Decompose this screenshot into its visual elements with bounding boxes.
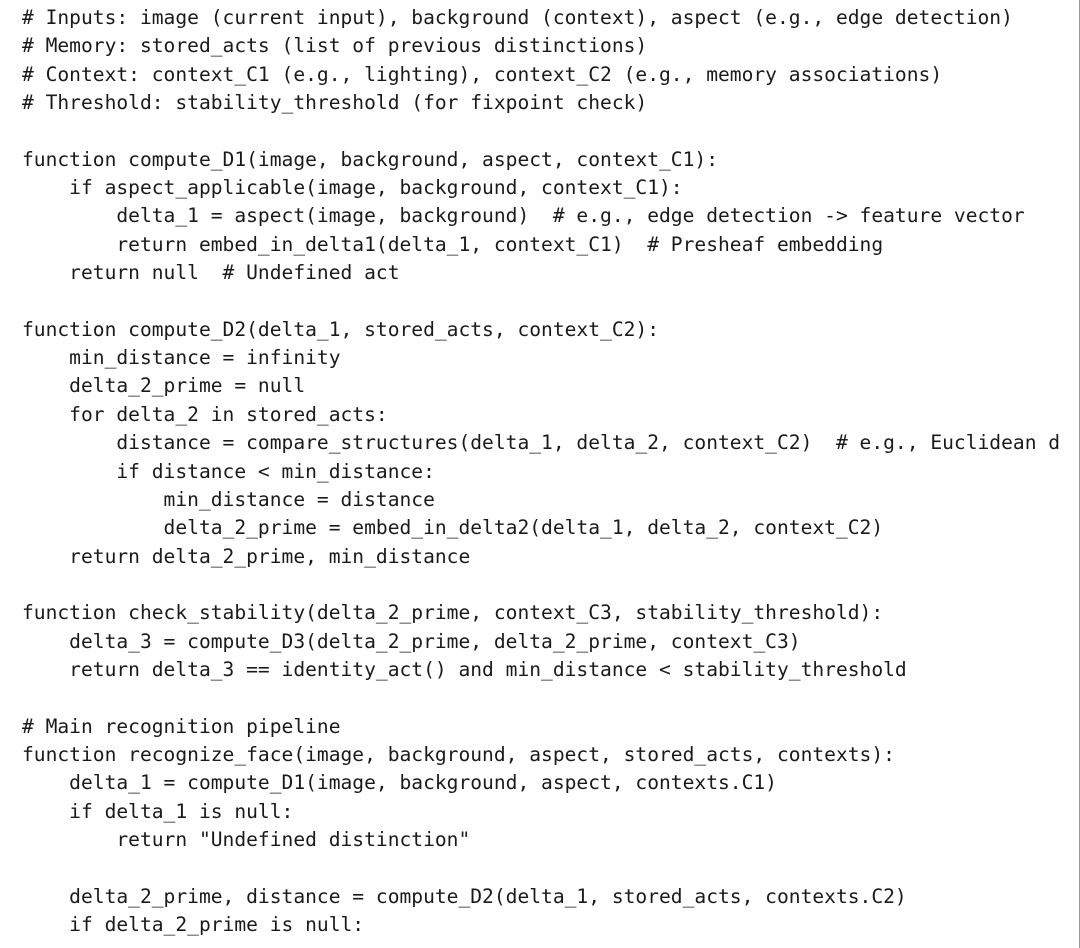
code-line-5 xyxy=(22,117,1060,145)
code-line-4: # Threshold: stability_threshold (for fixpoint check) xyxy=(22,91,648,115)
code-line-7: if aspect_applicable(image, background, context_C1): xyxy=(22,176,683,200)
code-line-17: if distance < min_distance: xyxy=(22,459,435,483)
code-line-16: distance = compare_structures(delta_1, delta_2, context_C2) # e.g., Euclidean d xyxy=(22,431,1061,455)
code-line-10: return null # Undefined act xyxy=(22,261,400,285)
code-line-14: delta_2_prime = null xyxy=(22,374,306,398)
code-line-2: # Memory: stored_acts (list of previous distinctions) xyxy=(22,34,648,58)
code-line-19: delta_2_prime = embed_in_delta2(delta_1, delta_2, context_C2) xyxy=(22,516,884,540)
code-line-3: # Context: context_C1 (e.g., lighting), context_C2 (e.g., memory associations) xyxy=(22,62,943,86)
code-line-30: return "Undefined distinction" xyxy=(22,827,471,851)
code-line-31 xyxy=(22,854,1060,882)
code-line-12: function compute_D2(delta_1, stored_acts, context_C2): xyxy=(22,317,660,341)
code-line-8: delta_1 = aspect(image, background) # e.g., edge detection -> feature vector xyxy=(22,204,1025,228)
code-line-32: delta_2_prime, distance = compute_D2(delta_1, stored_acts, contexts.C2) xyxy=(22,884,907,908)
code-line-24: return delta_3 == identity_act() and min_distance < stability_threshold xyxy=(22,657,907,681)
code-line-29: if delta_1 is null: xyxy=(22,799,294,823)
code-line-23: delta_3 = compute_D3(delta_2_prime, delta_2_prime, context_C3) xyxy=(22,629,801,653)
code-line-18: min_distance = distance xyxy=(22,487,435,511)
code-line-13: min_distance = infinity xyxy=(22,346,341,370)
code-line-6: function compute_D1(image, background, aspect, context_C1): xyxy=(22,147,718,171)
code-line-9: return embed_in_delta1(delta_1, context_C1) # Presheaf embedding xyxy=(22,232,884,256)
code-line-1: # Inputs: image (current input), background (context), aspect (e.g., edge detection) xyxy=(22,6,1013,29)
code-line-22: function check_stability(delta_2_prime, context_C3, stability_threshold): xyxy=(22,601,884,625)
code-line-25 xyxy=(22,684,1060,712)
code-line-21 xyxy=(22,571,1060,599)
code-line-11 xyxy=(22,287,1060,315)
code-line-15: for delta_2 in stored_acts: xyxy=(22,402,388,426)
pseudocode-block xyxy=(22,4,1060,939)
code-line-33: if delta_2_prime is null: xyxy=(22,913,365,936)
code-line-28: delta_1 = compute_D1(image, background, aspect, contexts.C1) xyxy=(22,771,777,795)
code-line-26: # Main recognition pipeline xyxy=(22,714,341,738)
code-line-20: return delta_2_prime, min_distance xyxy=(22,544,471,568)
code-line-27: function recognize_face(image, background, aspect, stored_acts, contexts): xyxy=(22,742,895,766)
